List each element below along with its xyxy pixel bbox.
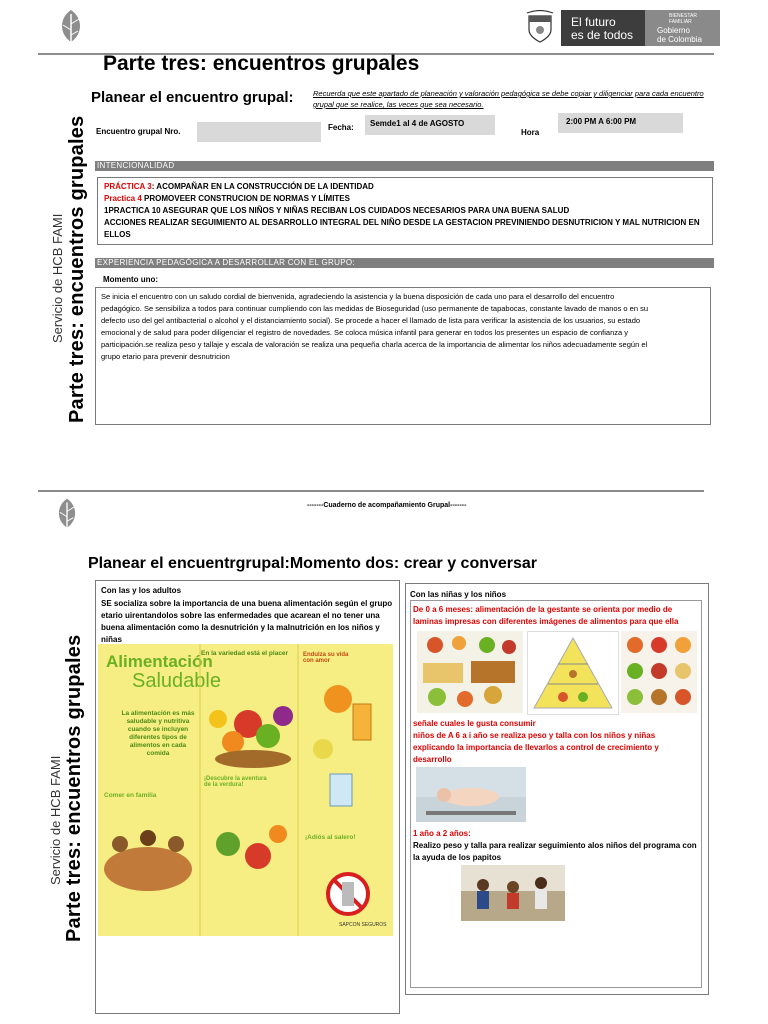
gov-logo-light bbox=[645, 10, 720, 46]
ninos-6-1-text: niños de A 6 a i año se realiza peso y talla con los niños y niñas explicando la importancia de llevarlos a control de crecimiento y desarrollo bbox=[413, 731, 659, 764]
page1-sidebar-sub-text: Servicio de HCB FAMI bbox=[50, 213, 65, 343]
plan-label: Planear el encuentro grupal: bbox=[91, 89, 294, 106]
poster-variedad: En la variedad está el placer bbox=[201, 650, 289, 657]
intencionalidad-header: INTENCIONALIDAD bbox=[95, 161, 714, 171]
encuentro-label: Encuentro grupal Nro. bbox=[96, 127, 181, 136]
cuaderno-note: -------Cuaderno de acompañamiento Grupal------- bbox=[307, 502, 467, 509]
page2-sidebar-sub bbox=[48, 756, 63, 885]
page2-sidebar bbox=[63, 635, 86, 942]
adultos-box bbox=[95, 580, 400, 1014]
page1-title: Parte tres: encuentros grupales bbox=[103, 52, 420, 75]
ninos-0-6-text: De 0 a 6 meses: alimentación de la gestante se orienta por medio de laminas impresas con diferentes imágenes de alimentos para que ella bbox=[413, 605, 679, 626]
poster-salero: ¡Adiós al salero! bbox=[305, 834, 356, 841]
baby-weighing-photo bbox=[416, 767, 526, 822]
practica4-text: PROMOVEER CONSTRUCION DE NORMAS Y LÍMITES bbox=[141, 194, 350, 203]
poster-verdura: ¡Descubre la aventura de la verdura! bbox=[204, 776, 267, 788]
gov-label-colombia: de Colombia bbox=[657, 35, 702, 44]
hora-field[interactable] bbox=[558, 113, 683, 133]
page2-title: Planear el encuentrgrupal:Momento dos: crear y conversar bbox=[88, 555, 538, 572]
intencionalidad-box bbox=[97, 177, 713, 245]
leaf-logo-icon bbox=[55, 8, 87, 53]
senale-text: señale cuales le gusta consumir bbox=[413, 719, 536, 728]
alimentacion-saludable-poster bbox=[98, 644, 393, 936]
poster-sub: La alimentación es más saludable y nutritiva cuando se incluyen diferentes tipos de alimentos en cada comida bbox=[121, 710, 195, 757]
practica3-label: PRÁCTICA 3 bbox=[104, 182, 152, 191]
encuentro-field[interactable] bbox=[197, 122, 321, 142]
practica4-line bbox=[104, 193, 350, 205]
fecha-value: Semde1 al 4 de AGOSTO bbox=[370, 119, 465, 128]
poster-title-2: Saludable bbox=[132, 670, 221, 692]
experiencia-header: EXPERIENCIA PEDAGÓGICA A DESARROLLAR CON EL GRUPO: bbox=[95, 258, 714, 268]
ninos-heading: Con las niñas y los niños bbox=[410, 590, 507, 599]
gov-label-bienestar: BIENESTAR bbox=[669, 13, 697, 19]
adultos-text: SE socializa sobre la importancia de una buena alimentación según el grupo etario uirentandolos sobre las enfermedades que acarean el no tener una buena alimentación como la desnutrición y la malnutrición en los niños y niñas bbox=[101, 599, 393, 644]
gov-logo-line1: El futuro bbox=[571, 15, 616, 29]
colombia-shield-icon bbox=[525, 10, 555, 44]
poster-illustration bbox=[98, 644, 393, 936]
practica10-line: 1PRACTICA 10 ASEGURAR QUE LOS NIÑOS Y NIÑAS RECIBAN LOS CUIDADOS NECESARIOS PARA UNA BUENA SALUD bbox=[104, 206, 570, 215]
page1-sidebar-sub bbox=[50, 214, 65, 343]
gov-logo-line2: es de todos bbox=[571, 28, 634, 42]
page1-sidebar bbox=[66, 116, 89, 423]
acciones-line: ACCIONES REALIZAR SEGUIMIENTO AL DESARROLLO INTEGRAL DEL NIÑO DESDE LA GESTACION PREVINIENDO DESNUTRICION Y MAL NUTRICION EN ELLOS bbox=[104, 218, 700, 239]
page2-sidebar-title: Parte tres: encuentros grupales bbox=[63, 634, 85, 942]
fecha-label: Fecha: bbox=[328, 123, 354, 132]
fecha-field[interactable] bbox=[365, 115, 495, 135]
food-collage-image bbox=[417, 631, 523, 713]
poster-vida: Endulza su vida con amor bbox=[303, 652, 349, 664]
momento-uno-box bbox=[95, 287, 711, 425]
leaf-logo-icon-2 bbox=[52, 497, 82, 538]
adultos-heading: Con las y los adultos bbox=[101, 586, 182, 595]
plan-note: Recuerda que este apartado de planeación y valoración pedagógica se debe copiar y diligenciar para cada encuentro grupal que se realice, las veces que sea necesario. bbox=[313, 89, 704, 109]
practica3-text: : ACOMPAÑAR EN LA CONSTRUCCIÓN DE LA IDENTIDAD bbox=[151, 182, 374, 191]
poster-brand: SAPCON SEGUROS bbox=[339, 922, 387, 928]
page2-top-rule bbox=[38, 490, 704, 492]
hora-label: Hora bbox=[521, 128, 540, 137]
poster-title-1: Alimentación bbox=[106, 652, 213, 671]
food-grid-image bbox=[621, 631, 697, 713]
children-measuring-photo bbox=[461, 865, 565, 921]
gov-logo-dark bbox=[561, 10, 645, 46]
ninos-box bbox=[405, 583, 709, 995]
momento-uno-text: Se inicia el encuentro con un saludo cordial de bienvenida, agradeciendo la asistencia y la buena disposición de cada uno para el desarrollo del encuentro pedagógico. Se sensibiliza a todos para continuar cumpliendo con las medidas de Bioseguridad (uso permanente de tapabocas, constante lavado de manos o en su defecto uso del gel antibacterial o alcohol y el distanciamiento social). Se procede a hacer el llamado de lista para verificar la asistencia de los usuarios, su estado emocional y de salud para poder diligenciar el registro de novedades. Se coloca música infantil para generar en todos los presentes un espacio de confianza y participación.se realiza peso y tallaje y escala de valoración se realiza una pequeña charla acerca de la importancia de alimentar los niños adecuadamente según el grupo etario para prevenir desnutricion bbox=[101, 292, 649, 361]
uno-dos-label: 1 año a 2 años: bbox=[413, 829, 471, 838]
practica4-label: Practica 4 bbox=[104, 194, 142, 203]
ninos-inner-box bbox=[410, 600, 702, 988]
food-pyramid-image bbox=[527, 631, 619, 715]
poster-familia: Comer en familia bbox=[104, 792, 157, 799]
gov-label-gobierno: Gobierno bbox=[657, 26, 690, 35]
momento-uno-label: Momento uno: bbox=[103, 275, 159, 284]
page2-sidebar-sub-text: Servicio de HCB FAMI bbox=[48, 755, 63, 885]
uno-dos-text: Realizo peso y talla para realizar seguimiento alos niños del programa con la ayuda de los papitos bbox=[413, 841, 697, 862]
practica3-line bbox=[104, 181, 374, 193]
hora-value: 2:00 PM A 6:00 PM bbox=[566, 117, 637, 126]
gov-label-familiar: FAMILIAR bbox=[669, 19, 692, 25]
page1-sidebar-title: Parte tres: encuentros grupales bbox=[66, 115, 88, 423]
